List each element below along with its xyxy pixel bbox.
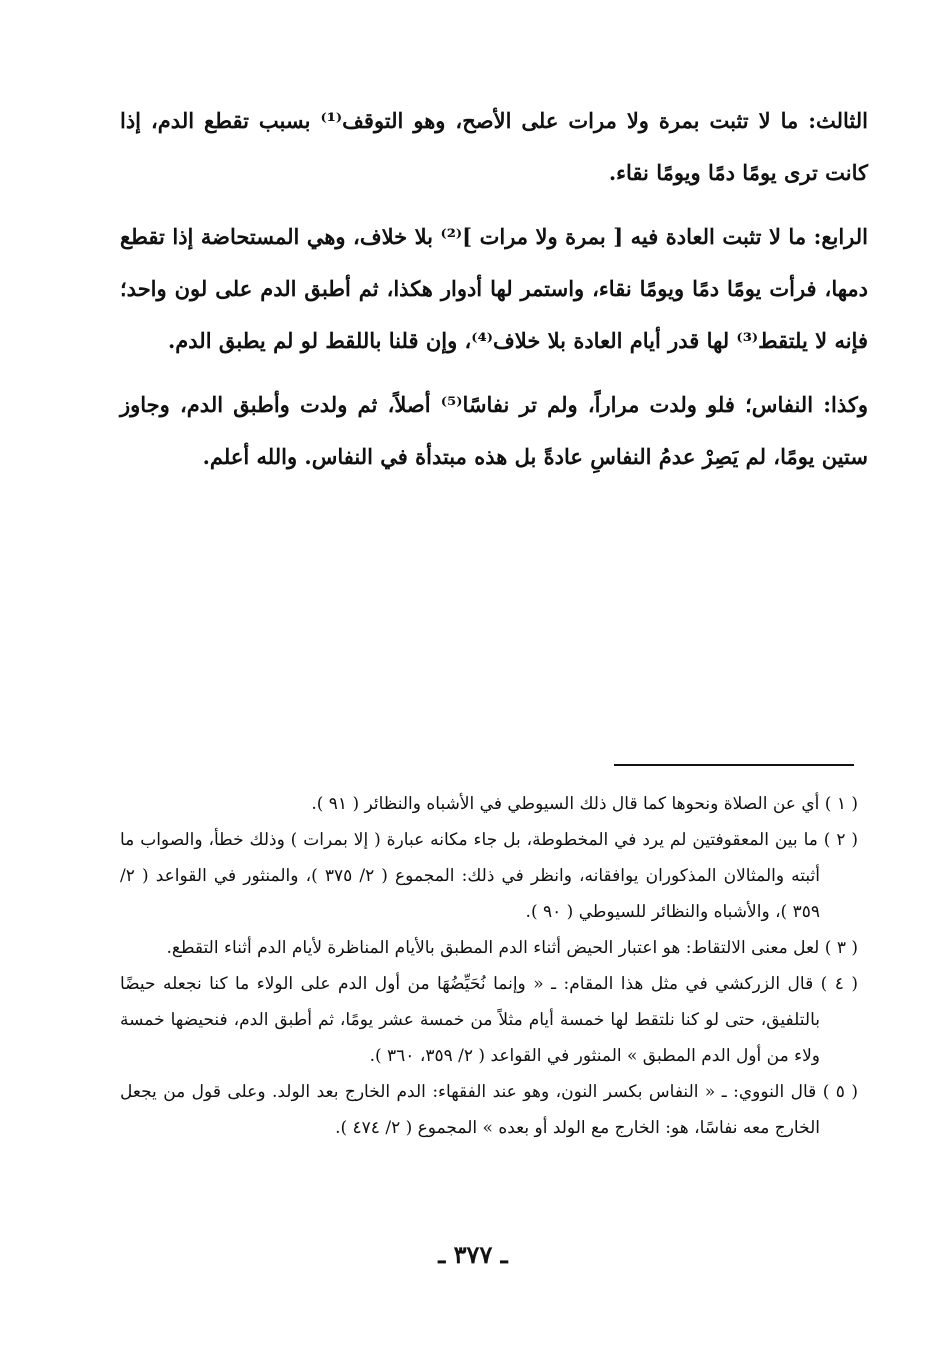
footnote-4: ( ٤ ) قال الزركشي في مثل هذا المقام: ـ « وإنما نُحَيِّضُهَا من أول الدم على الولاء ما كنا نجعله حيضًا بالتلفيق، حتى لو كنا نلتقط لها خمسة أيام مثلاً من خمسة عشر يومًا، ثم أطبق الدم، فنحيضها خمسة ولاء من أول الدم المطبق » المنثور في القواعد ( ٢/ ٣٥٩، ٣٦٠ ). — [120, 974, 858, 1066]
footnote-2: ( ٢ ) ما بين المعقوفتين لم يرد في المخطوطة، بل جاء مكانه عبارة ( إلا بمرات ) وذلك خطأ، والصواب ما أثبته والمثالان المذكوران يوافقانه، وانظر في ذلك: المجموع ( ٢/ ٣٧٥ )، والمنثور في القواعد ( ٢/ ٣٥٩ )، والأشباه والنظائر للسيوطي ( ٩٠ ). — [120, 830, 858, 922]
footnote-5: ( ٥ ) قال النووي: ـ « النفاس بكسر النون، وهو عند الفقهاء: الدم الخارج بعد الولد. وعلى قول من يجعل الخارج معه نفاسًا، هو: الخارج مع الولد أو بعده » المجموع ( ٢/ ٤٧٤ ). — [120, 1082, 858, 1138]
paragraph-third-case: الثالث: ما لا تثبت بمرة ولا مرات على الأصح، وهو التوقف⁽¹⁾ بسبب تقطع الدم، إذا كانت ترى يومًا دمًا ويومًا نقاء. — [120, 108, 868, 185]
main-text — [120, 95, 868, 495]
footnotes-section — [120, 786, 858, 1146]
paragraph-fourth-case: الرابع: ما لا تثبت العادة فيه [ بمرة ولا مرات ]⁽²⁾ بلا خلاف، وهي المستحاضة إذا تقطع دمها، فرأت يومًا دمًا ويومًا نقاء، واستمر لها أدوار هكذا، ثم أطبق الدم على لون واحد؛ فإنه لا يلتقط⁽³⁾ لها قدر أيام العادة بلا خلاف⁽⁴⁾، وإن قلنا باللقط لو لم يطبق الدم. — [120, 224, 868, 353]
paragraph-nifas: وكذا: النفاس؛ فلو ولدت مراراً، ولم تر نفاسًا⁽⁵⁾ أصلاً، ثم ولدت وأطبق الدم، وجاوز ستين يومًا، لم يَصِرْ عدمُ النفاسِ عادةً بل هذه مبتدأة في النفاس. والله أعلم. — [120, 392, 868, 469]
footnote-3: ( ٣ ) لعل معنى الالتقاط: هو اعتبار الحيض أثناء الدم المطبق بالأيام المناظرة لأيام الدم أثناء التقطع. — [166, 938, 858, 958]
footnote-divider — [614, 764, 854, 766]
page-number: ـ ٣٧٧ ـ — [438, 1240, 508, 1269]
footnote-1: ( ١ ) أي عن الصلاة ونحوها كما قال ذلك السيوطي في الأشباه والنظائر ( ٩١ ). — [311, 794, 858, 814]
